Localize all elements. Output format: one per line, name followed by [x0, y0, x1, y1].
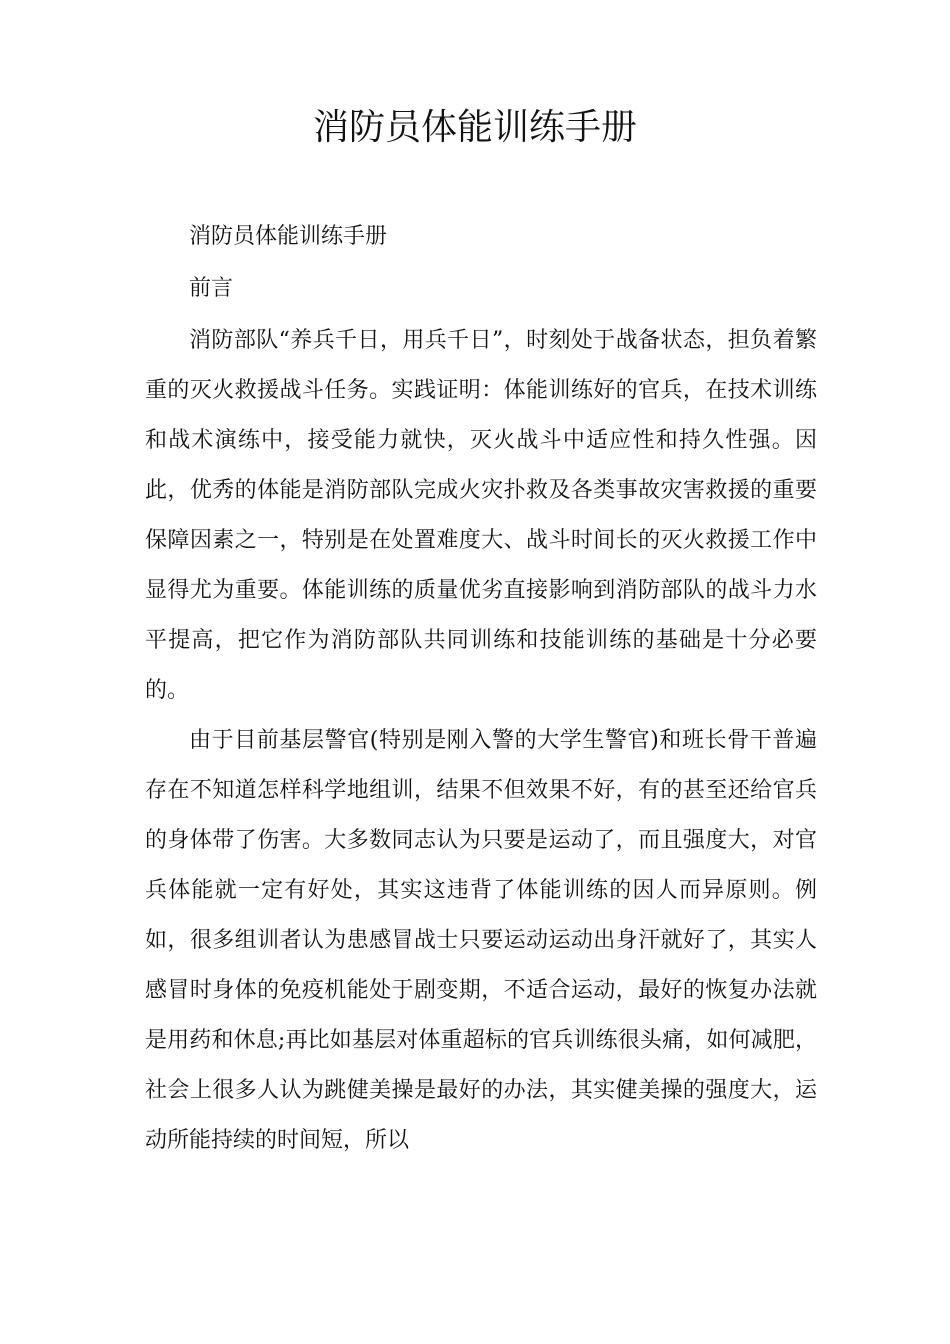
section-heading: 前言 — [189, 276, 234, 301]
paragraph: 由于目前基层警官(特别是刚入警的大学生警官)和班长骨干普遍存在不知道怎样科学地组训，结果不但效果不好，有的甚至还给官兵的身体带了伤害。大多数同志认为只要是运动了，而且强度大，对官兵体能就一定有好处，其实这违背了体能训练的因人而异原则。例如，很多组训者认为患感冒战士只要运动运动出身汗就好了，其实人感冒时身体的免疫机能处于剧变期，不适合运动，最好的恢复办法就是用药和休息;再比如基层对体重超标的官兵训练很头痛，如何减肥，社会上很多人认为跳健美操是最好的办法，其实健美操的强度大，运动所能持续的时间短，所以 — [145, 728, 817, 1153]
document-title: 消防员体能训练手册 — [312, 107, 637, 148]
document-subtitle: 消防员体能训练手册 — [189, 224, 388, 249]
document-body — [145, 212, 817, 1166]
paragraph: 消防部队“养兵千日，用兵千日”，时刻处于战备状态，担负着繁重的灭火救援战斗任务。实践证明：体能训练好的官兵，在技术训练和战术演练中，接受能力就快，灭火战斗中适应性和持久性强。因此，优秀的体能是消防部队完成火灾扑救及各类事故灾害救援的重要保障因素之一，特别是在处置难度大、战斗时间长的灭火救援工作中显得尤为重要。体能训练的质量优劣直接影响到消防部队的战斗力水平提高，把它作为消防部队共同训练和技能训练的基础是十分必要的。 — [145, 328, 817, 703]
